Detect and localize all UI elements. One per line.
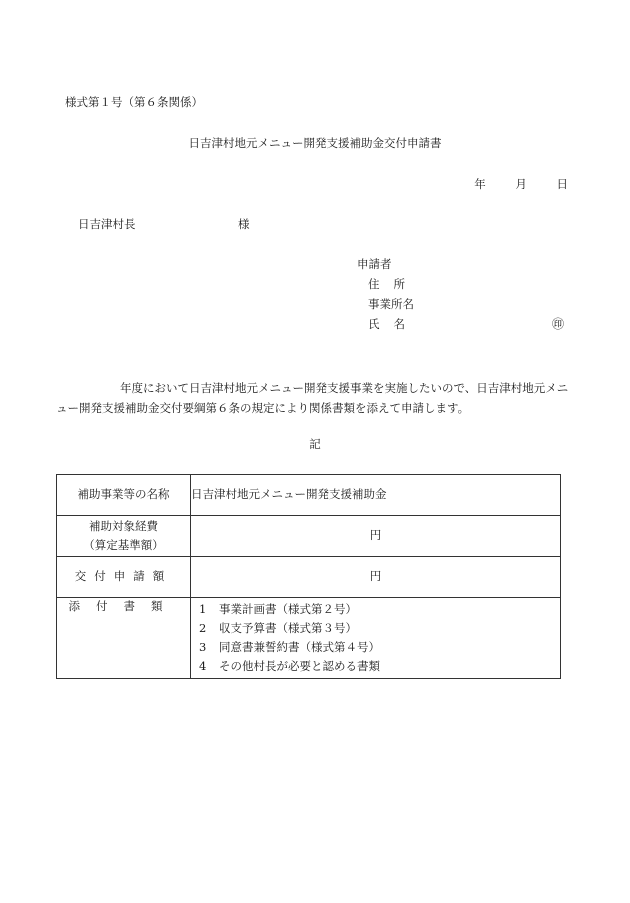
address-label: 住所 <box>368 277 419 291</box>
date-month-label: 月 <box>515 177 527 191</box>
project-name-label: 補助事業等の名称 <box>57 475 191 516</box>
addressee: 日吉津村長 <box>78 217 136 231</box>
eligible-cost-label <box>57 516 191 557</box>
list-item-text: 事業計画書（様式第２号） <box>219 602 357 616</box>
eligible-cost-value: 円 <box>191 516 561 557</box>
date-year-label: 年 <box>474 177 486 191</box>
document-title: 日吉津村地元メニュー開発支援補助金交付申請書 <box>188 136 442 150</box>
eligible-cost-label-line2: （算定基準額） <box>83 538 164 552</box>
application-table <box>56 474 561 679</box>
requested-amount-label: 交付申請額 <box>57 557 191 598</box>
date-line <box>474 179 568 191</box>
form-number: 様式第１号（第６条関係） <box>65 95 203 109</box>
list-item <box>199 619 560 638</box>
seal-mark: ㊞ <box>552 317 565 331</box>
list-item-text: 収支予算書（様式第３号） <box>219 621 357 635</box>
list-item-number: 4 <box>199 659 207 673</box>
honorific: 様 <box>238 217 250 231</box>
eligible-cost-label-line1: 補助対象経費 <box>89 519 158 533</box>
applicant-name-label: 氏名 <box>368 317 419 331</box>
list-item-number: 2 <box>199 621 207 635</box>
list-item-text: 同意書兼誓約書（様式第４号） <box>219 640 380 654</box>
table-row <box>57 557 561 598</box>
list-item <box>199 657 560 676</box>
attachments-label: 添付書類 <box>57 598 191 679</box>
project-name-value: 日吉津村地元メニュー開発支援補助金 <box>191 475 561 516</box>
list-item-text: その他村長が必要と認める書類 <box>219 659 380 673</box>
list-item-number: 1 <box>199 602 207 616</box>
table-row <box>57 598 561 679</box>
list-item <box>199 638 560 657</box>
ki-heading: 記 <box>309 437 321 451</box>
requested-amount-value: 円 <box>191 557 561 598</box>
table-row <box>57 475 561 516</box>
applicant-heading: 申請者 <box>357 257 392 271</box>
attachments-list <box>191 598 561 679</box>
date-day-label: 日 <box>556 177 568 191</box>
list-item-number: 3 <box>199 640 207 654</box>
list-item <box>199 600 560 619</box>
table-row <box>57 516 561 557</box>
body-text: 年度において日吉津村地元メニュー開発支援事業を実施したいので、日吉津村地元メニュー開発支援補助金交付要綱第６条の規定により関係書類を添えて申請します。 <box>56 381 569 415</box>
office-name-label: 事業所名 <box>368 297 414 311</box>
